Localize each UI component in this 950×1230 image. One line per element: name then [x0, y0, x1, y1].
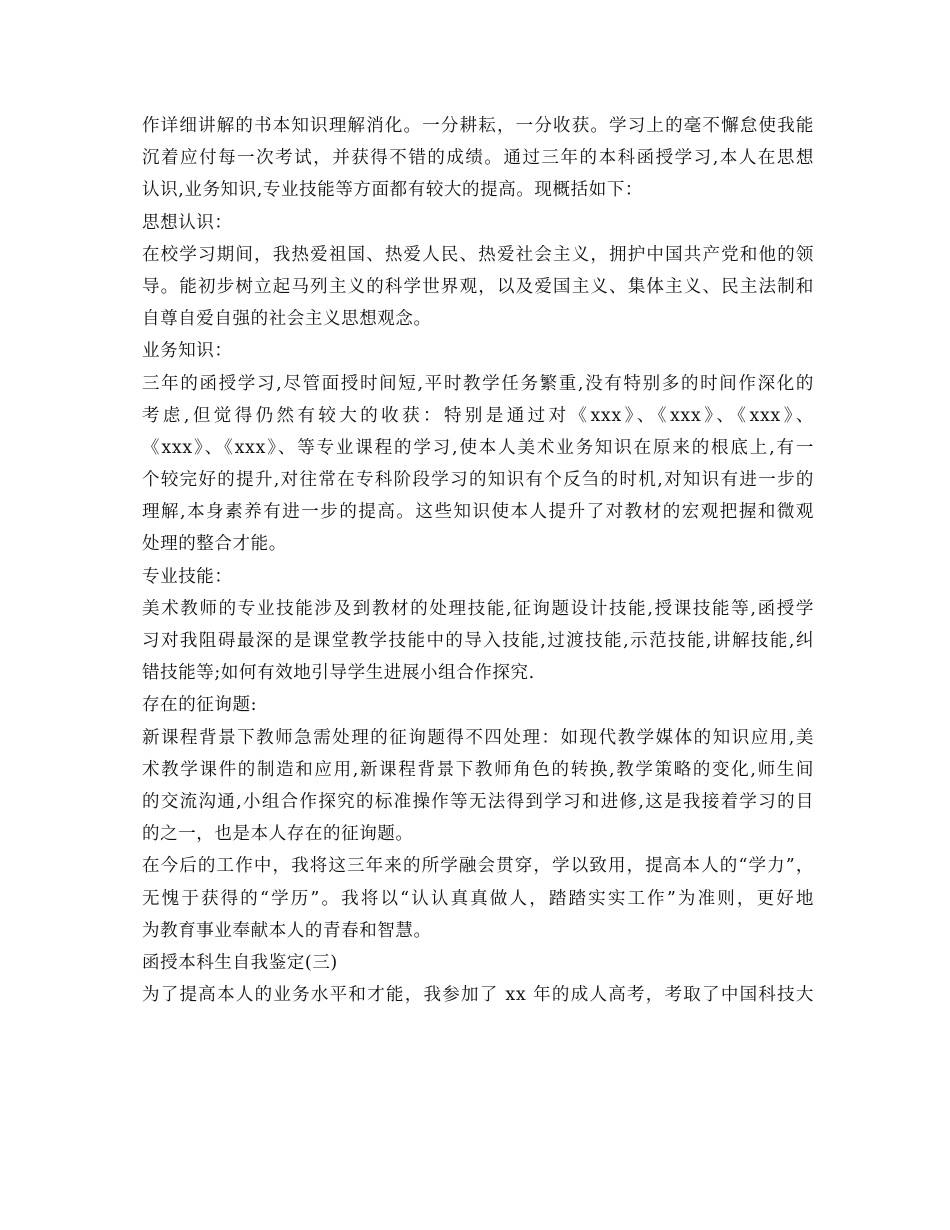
- text-line: 的之一，也是本人存在的征询题。: [142, 824, 414, 845]
- text-line: 个较完好的提升,对往常在专科阶段学习的知识有个反刍的时机,对知识有进一步的: [142, 470, 814, 491]
- text-line: 三年的函授学习,尽管面授时间短,平时教学任务繁重,没有特别多的时间作深化的: [142, 373, 814, 394]
- text-line: 习对我阻碍最深的是课堂教学技能中的导入技能,过渡技能,示范技能,讲解技能,纠: [142, 631, 814, 651]
- text-line: 《xxx》、《xxx》、等专业课程的学习,使本人美术业务知识在原来的根底上,有一: [142, 437, 814, 458]
- text-line: 美术教师的专业技能涉及到教材的处理技能,征询题设计技能,授课技能等,函授学: [142, 598, 814, 619]
- text-line: 认识,业务知识,专业技能等方面都有较大的提高。现概括如下：: [142, 180, 644, 201]
- text-line: 在今后的工作中，我将这三年来的所学融会贯穿，学以致用，提高本人的“学力”，: [142, 856, 814, 877]
- document-body: [142, 110, 814, 1011]
- text-line: 术教学课件的制造和应用,新课程背景下教师角色的转换,教学策略的变化,师生间: [142, 759, 814, 780]
- text-line: 沉着应付每一次考试，并获得不错的成绩。通过三年的本科函授学习,本人在思想: [142, 148, 814, 169]
- text-line: 的交流沟通,小组合作探究的标准操作等无法得到学习和进修,这是我接着学习的目: [142, 791, 814, 812]
- text-line: 存在的征询题:: [142, 695, 258, 716]
- text-line: 理解,本身素养有进一步的提高。这些知识使本人提升了对教材的宏观把握和微观: [142, 502, 814, 523]
- text-line: 自尊自爱自强的社会主义思想观念。: [142, 309, 432, 330]
- text-line: 为了提高本人的业务水平和才能，我参加了 xx 年的成人高考，考取了中国科技大: [142, 985, 814, 1006]
- text-line: 业务知识：: [142, 341, 233, 362]
- text-line: 处理的整合才能。: [142, 534, 287, 555]
- text-line: 导。能初步树立起马列主义的科学世界观，以及爱国主义、集体主义、民主法制和: [142, 276, 814, 297]
- text-line: 无愧于获得的“学历”。我将以“认认真真做人，踏踏实实工作”为准则，更好地: [142, 888, 814, 909]
- text-line: 作详细讲解的书本知识理解消化。一分耕耘，一分收获。学习上的毫不懈怠使我能: [142, 116, 814, 136]
- text-line: 新课程背景下教师急需处理的征询题得不四处理：如现代教学媒体的知识应用,美: [142, 727, 814, 748]
- text-line: 专业技能：: [142, 566, 233, 587]
- text-line: 思想认识：: [142, 212, 233, 233]
- text-line: 为教育事业奉献本人的青春和智慧。: [142, 920, 432, 941]
- text-line: 考虑,但觉得仍然有较大的收获：特别是通过对《xxx》、《xxx》、《xxx》、: [142, 405, 814, 426]
- text-line: 在校学习期间，我热爱祖国、热爱人民、热爱社会主义，拥护中国共产党和他的领: [142, 244, 814, 265]
- text-line: 错技能等;如何有效地引导学生进展小组合作探究.: [142, 663, 535, 684]
- text-line: 函授本科生自我鉴定(三): [142, 952, 338, 973]
